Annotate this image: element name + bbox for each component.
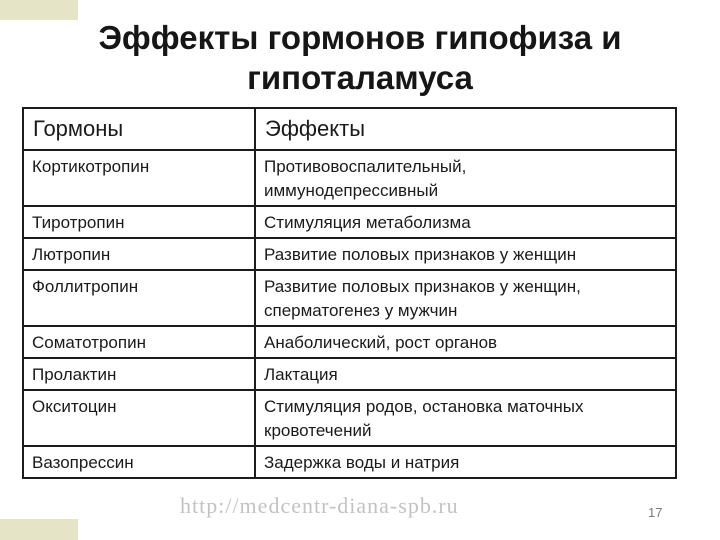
effect-cell: Развитие половых признаков у женщин xyxy=(255,238,676,270)
table-row xyxy=(23,206,676,238)
watermark-url: http://medcentr-diana-spb.ru xyxy=(180,493,459,518)
hormone-cell: Соматотропин xyxy=(23,326,255,358)
hormone-cell: Кортикотропин xyxy=(23,150,255,206)
table-row xyxy=(23,446,676,478)
hormone-cell: Пролактин xyxy=(23,358,255,390)
header-effects: Эффекты xyxy=(255,108,676,150)
table-row xyxy=(23,390,676,446)
table-row xyxy=(23,358,676,390)
hormone-cell: Лютропин xyxy=(23,238,255,270)
header-hormones: Гормоны xyxy=(23,108,255,150)
table-row xyxy=(23,238,676,270)
effect-cell: Задержка воды и натрия xyxy=(255,446,676,478)
table-row xyxy=(23,326,676,358)
slide-title-line-2: гипоталамуса xyxy=(247,59,473,96)
effect-cell: Анаболический, рост органов xyxy=(255,326,676,358)
hormone-effects-table xyxy=(22,107,677,479)
slide-corner-decoration-bottom xyxy=(0,519,78,540)
table-row xyxy=(23,270,676,326)
table-body xyxy=(23,150,676,478)
hormone-cell: Фоллитропин xyxy=(23,270,255,326)
effect-cell: Стимуляция родов, остановка маточных кровотечений xyxy=(255,390,676,446)
slide-title-line-1: Эффекты гормонов гипофиза и xyxy=(98,19,622,56)
effect-cell: Противовоспалительный, иммунодепрессивный xyxy=(255,150,676,206)
effect-cell: Развитие половых признаков у женщин, сперматогенез у мужчин xyxy=(255,270,676,326)
slide-corner-decoration-top xyxy=(0,0,78,20)
effect-cell: Лактация xyxy=(255,358,676,390)
slide-title xyxy=(0,18,720,98)
hormone-cell: Вазопрессин xyxy=(23,446,255,478)
page-number: 17 xyxy=(648,505,663,520)
table-row xyxy=(23,150,676,206)
effect-cell: Стимуляция метаболизма xyxy=(255,206,676,238)
hormone-cell: Тиротропин xyxy=(23,206,255,238)
hormone-cell: Окситоцин xyxy=(23,390,255,446)
table-header-row xyxy=(23,108,676,150)
